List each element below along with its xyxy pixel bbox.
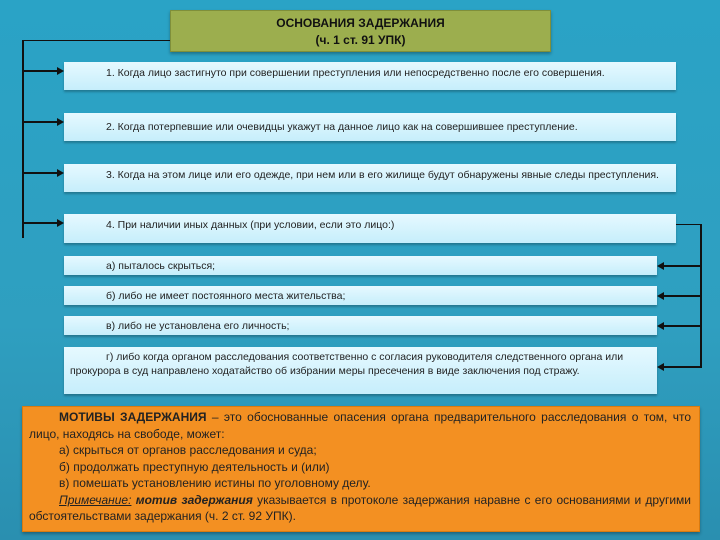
motive-item: б) продолжать преступную деятельность и (или) [59, 459, 330, 474]
connector-d [664, 366, 702, 368]
motive-item: в) помешать установлению истины по уголовному делу. [59, 476, 371, 490]
note-label: Примечание: [59, 492, 132, 507]
page-title [170, 10, 551, 52]
arrow-left-icon [657, 363, 664, 371]
connector-c [664, 325, 702, 327]
ground-3: 3. Когда на этом лице или его одежде, при нем или в его жилище будут обнаружены явные следы преступления. [64, 164, 676, 192]
note-term: мотив задержания [131, 492, 253, 507]
arrow-right-icon [57, 219, 64, 227]
connector-1 [22, 70, 58, 72]
arrow-right-icon [57, 67, 64, 75]
title-line-1: ОСНОВАНИЯ ЗАДЕРЖАНИЯ [276, 16, 445, 30]
connector-b [664, 295, 702, 297]
arrow-left-icon [657, 292, 664, 300]
connector-3 [22, 172, 58, 174]
motives-box [22, 406, 700, 532]
motives-definition: – это обоснованные опасения органа предварительного расследования о том, что лицо, находясь на свободе, может: [29, 410, 691, 441]
motive-item: а) скрыться от органов расследования и суда; [59, 443, 317, 457]
connector-4 [22, 222, 58, 224]
condition-b: б) либо не имеет постоянного места жительства; [64, 286, 657, 305]
ground-1: 1. Когда лицо застигнуто при совершении преступления или непосредственно после его совершения. [64, 62, 676, 90]
note-text: указывается в протоколе задержания наравне с его основаниями и другими обстоятельствами задержания (ч. 2 ст. 92 УПК). [29, 492, 691, 523]
left-connector-top [22, 40, 170, 41]
motives-term: МОТИВЫ ЗАДЕРЖАНИЯ [59, 410, 207, 424]
arrow-right-icon [57, 169, 64, 177]
connector-2 [22, 121, 58, 123]
arrow-left-icon [657, 262, 664, 270]
ground-4: 4. При наличии иных данных (при условии, если это лицо:) [64, 214, 676, 243]
right-connector-top [676, 224, 702, 225]
title-line-2: (ч. 1 ст. 91 УПК) [315, 33, 406, 47]
connector-a [664, 265, 702, 267]
condition-d: г) либо когда органом расследования соответственно с согласия руководителя следственного органа или прокурора в суд направлено ходатайство об избрании меры пресечения в виде заключения под стражу. [64, 347, 657, 394]
arrow-left-icon [657, 322, 664, 330]
condition-a: а) пыталось скрыться; [64, 256, 657, 275]
condition-c: в) либо не установлена его личность; [64, 316, 657, 335]
ground-2: 2. Когда потерпевшие или очевидцы укажут на данное лицо как на совершившее преступление. [64, 113, 676, 141]
arrow-right-icon [57, 118, 64, 126]
